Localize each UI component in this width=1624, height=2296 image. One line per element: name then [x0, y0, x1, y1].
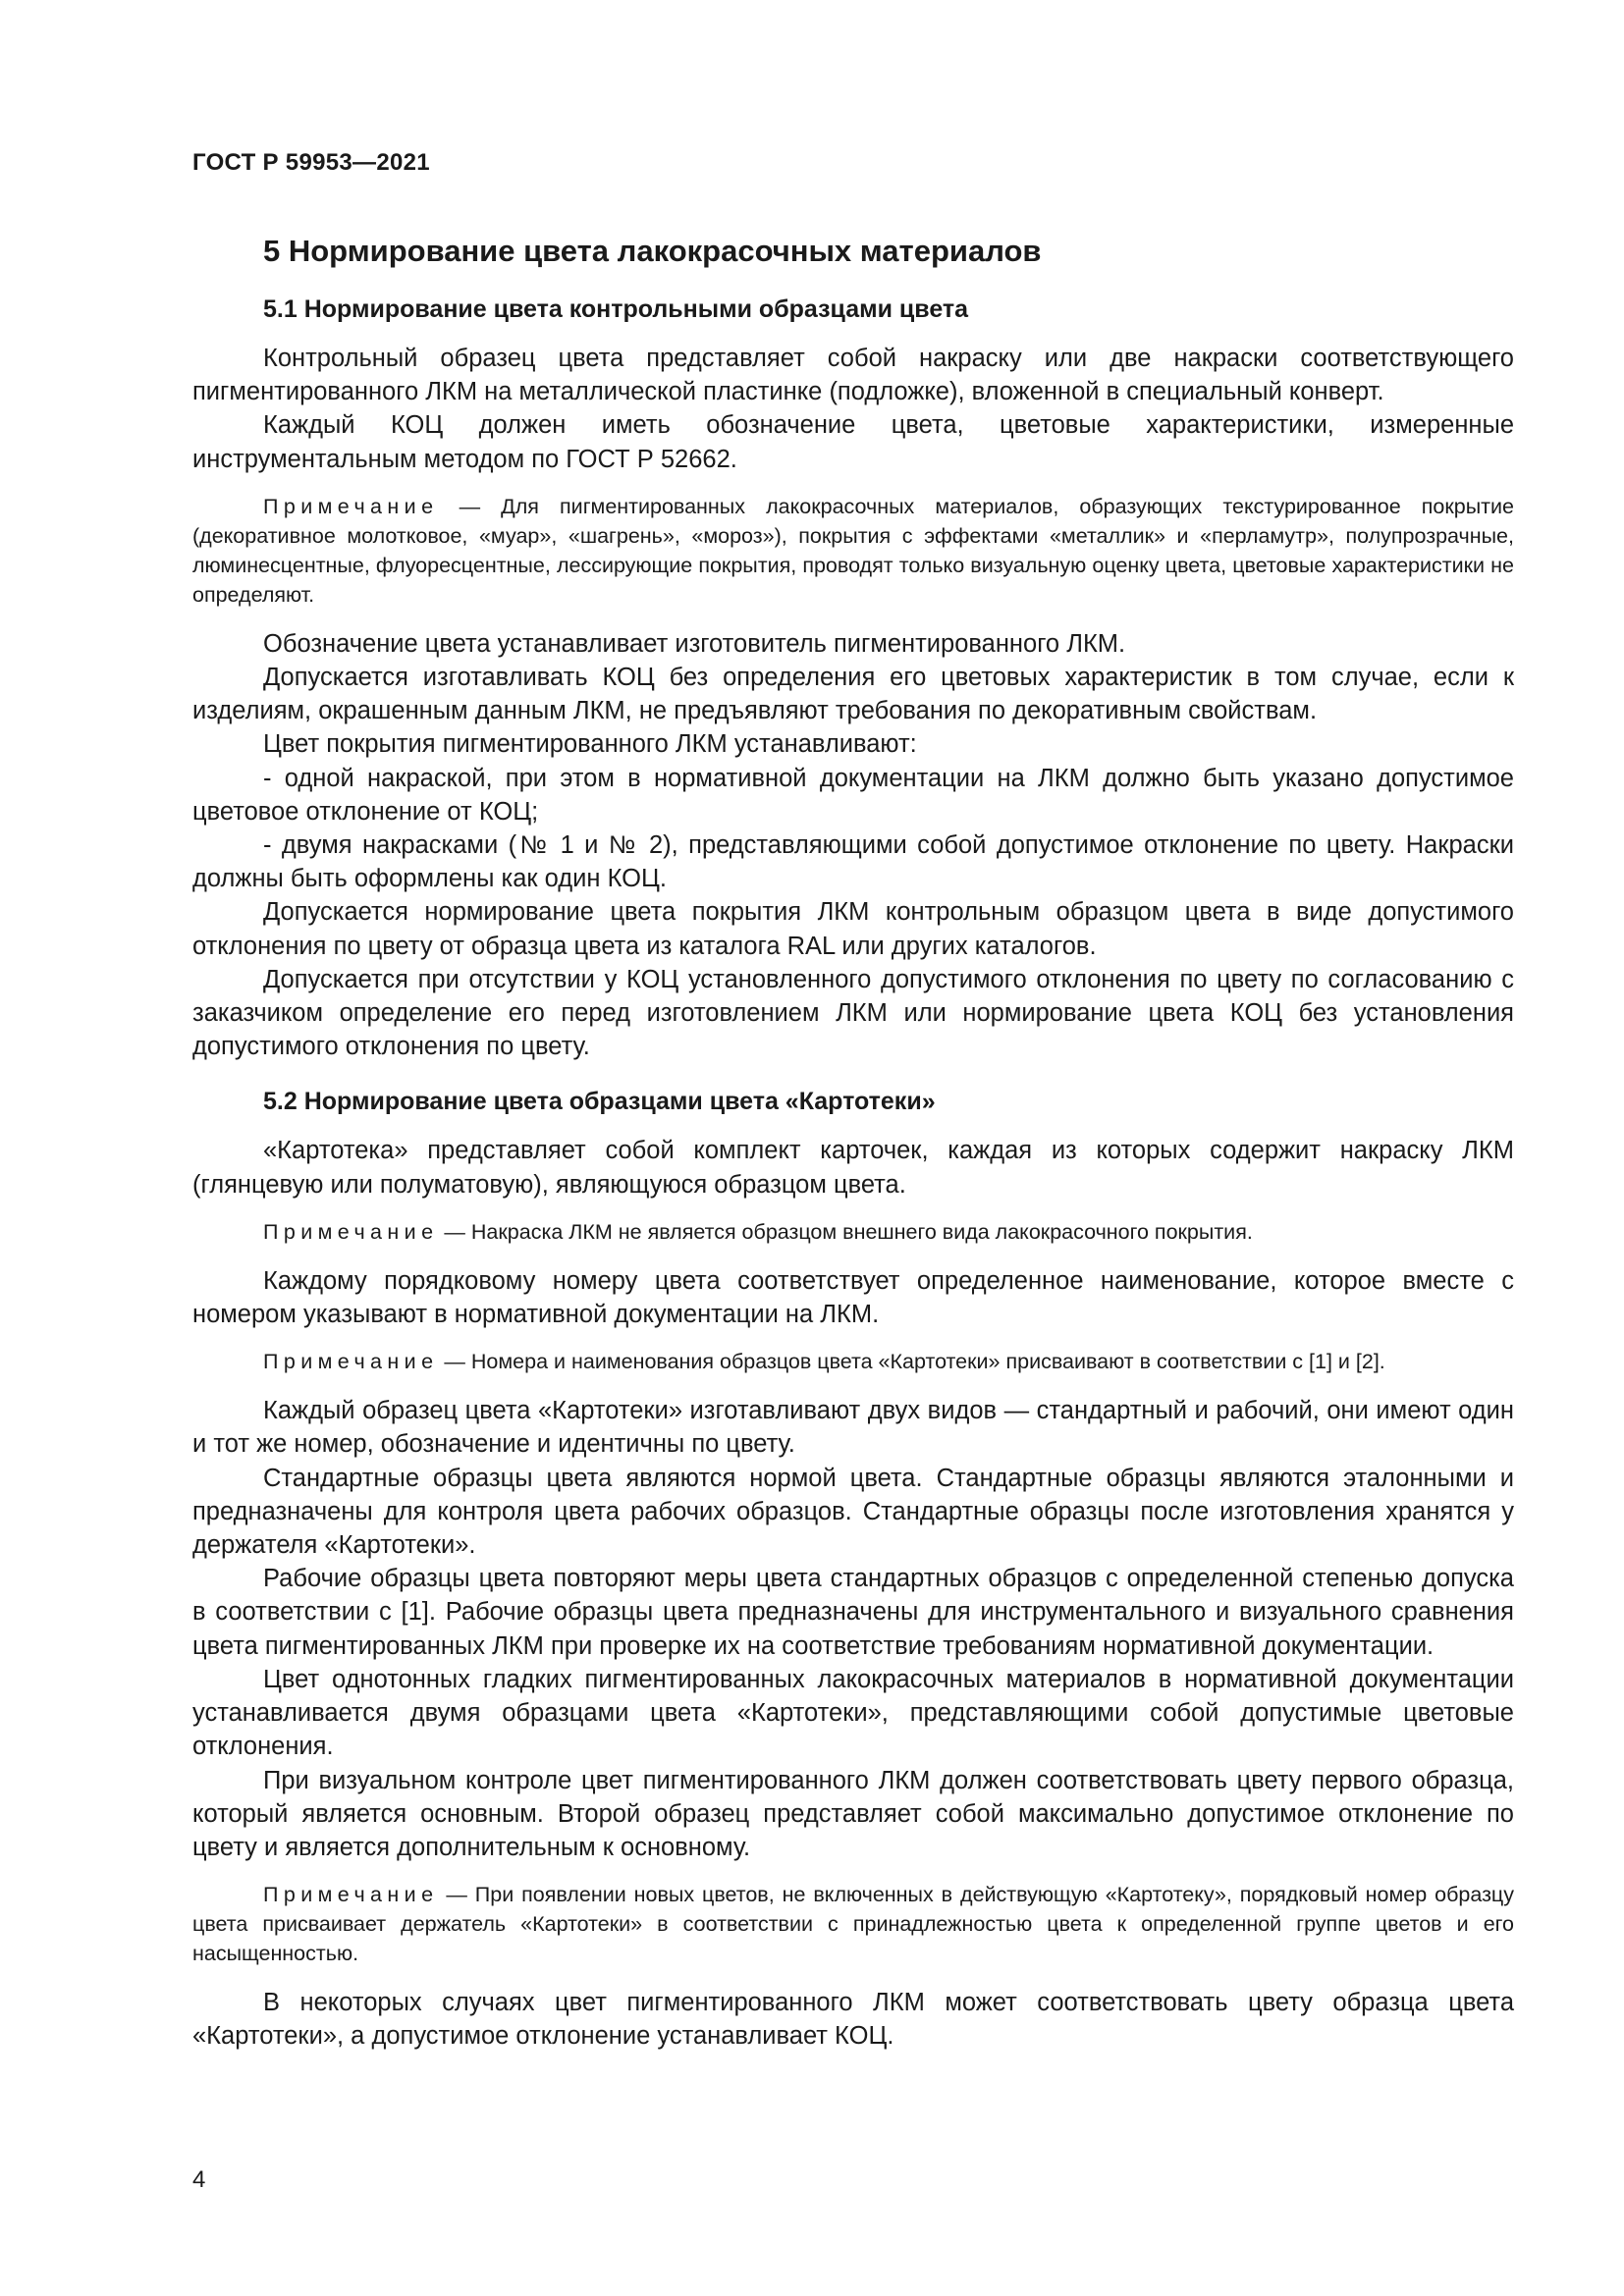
page-content: [192, 214, 1514, 2054]
paragraph: В некоторых случаях цвет пигментированного ЛКМ может соответствовать цвету образца цвета «Картотеки», а допустимое отклонение устанавливает КОЦ.: [192, 1989, 1514, 2051]
list-item: - двумя накрасками (№ 1 и № 2), представляющими собой допустимое отклонение по цвету. Накраски должны быть оформлены как один КОЦ.: [192, 831, 1514, 893]
note-text: — Номера и наименования образцов цвета «Картотеки» присваивают в соответствии с [1] и [2].: [438, 1350, 1385, 1374]
note-label: Примечание: [263, 1350, 439, 1374]
paragraph: Допускается изготавливать КОЦ без определения его цветовых характеристик в том случае, если к изделиям, окрашенным данным ЛКМ, не предъявляют требования по декоративным свойствам.: [192, 664, 1514, 725]
document-code: ГОСТ Р 59953—2021: [192, 149, 430, 176]
list-item: - одной накраской, при этом в нормативной документации на ЛКМ должно быть указано допустимое цветовое отклонение от КОЦ;: [192, 764, 1514, 826]
subsection-title-5-2: 5.2 Нормирование цвета образцами цвета «Картотеки»: [263, 1088, 936, 1116]
paragraph: Допускается нормирование цвета покрытия ЛКМ контрольным образцом цвета в виде допустимого отклонения по цвету от образца цвета из каталога RAL или других каталогов.: [192, 898, 1514, 960]
note-label: Примечание: [263, 1883, 439, 1907]
note: [192, 1880, 1514, 1968]
paragraph: Цвет покрытия пигментированного ЛКМ устанавливают:: [263, 730, 917, 759]
note: [192, 492, 1514, 610]
paragraph: Обозначение цвета устанавливает изготовитель пигментированного ЛКМ.: [263, 629, 1126, 658]
subsection-title-5-1: 5.1 Нормирование цвета контрольными образцами цвета: [263, 295, 969, 323]
section-title: 5 Нормирование цвета лакокрасочных материалов: [263, 234, 1042, 268]
paragraph: Каждому порядковому номеру цвета соответствует определенное наименование, которое вместе с номером указывают в нормативной документации на ЛКМ.: [192, 1266, 1514, 1329]
note-label: Примечание: [263, 494, 439, 518]
paragraph: При визуальном контроле цвет пигментированного ЛКМ должен соответствовать цвету первого образца, который является основным. Второй образец представляет собой максимально допустимое отклонение по цвету и является дополнительным к основному.: [192, 1766, 1514, 1861]
note-text: — Для пигментированных лакокрасочных материалов, образующих текстурированное покрытие (декоративное молотковое, «муар», «шагрень», «мороз»), покрытия с эффектами «металлик» и «перламутр», полупрозрачные, люминесцентные, флуоресцентные, лессирующие покрытия, проводят только визуальную оценку цвета, цветовые характеристики не определяют.: [192, 494, 1514, 607]
page-number: 4: [192, 2166, 206, 2193]
paragraph: Цвет однотонных гладких пигментированных лакокрасочных материалов в нормативной документации устанавливается двумя образцами цвета «Картотеки», представляющими собой допустимые цветовые отклонения.: [192, 1665, 1514, 1761]
paragraph: Каждый образец цвета «Картотеки» изготавливают двух видов — стандартный и рабочий, они имеют один и тот же номер, обозначение и идентичны по цвету.: [192, 1397, 1514, 1459]
paragraph: «Картотека» представляет собой комплект карточек, каждая из которых содержит накраску ЛКМ (глянцевую или полуматовую), являющуюся образцом цвета.: [192, 1137, 1514, 1199]
paragraph: Стандартные образцы цвета являются нормой цвета. Стандартные образцы являются эталонными и предназначены для контроля цвета рабочих образцов. Стандартные образцы после изготовления хранятся у держателя «Картотеки».: [192, 1464, 1514, 1560]
paragraph: Допускается при отсутствии у КОЦ установленного допустимого отклонения по цвету по согласованию с заказчиком определение его перед изготовлением ЛКМ или нормирование цвета КОЦ без установления допустимого отклонения по цвету.: [192, 965, 1514, 1061]
paragraph: Каждый КОЦ должен иметь обозначение цвета, цветовые характеристики, измеренные инструментальным методом по ГОСТ Р 52662.: [192, 411, 1514, 473]
paragraph: Рабочие образцы цвета повторяют меры цвета стандартных образцов с определенной степенью допуска в соответствии с [1]. Рабочие образцы цвета предназначены для инструментального и визуального сравнения цвета пигментированных ЛКМ при проверке их на соответствие требованиям нормативной документации.: [192, 1565, 1514, 1660]
note: [192, 1347, 1514, 1376]
note-text: — Накраска ЛКМ не является образцом внешнего вида лакокрасочного покрытия.: [438, 1219, 1253, 1244]
note-text: — При появлении новых цветов, не включенных в действующую «Картотеку», порядковый номер образцу цвета присваивает держатель «Картотеки» в соответствии с принадлежностью цвета к определенной группе цветов и его насыщенностью.: [192, 1883, 1514, 1966]
paragraph: Контрольный образец цвета представляет собой накраску или две накраски соответствующего пигментированного ЛКМ на металлической пластинке (подложке), вложенной в специальный конверт.: [192, 345, 1514, 406]
note-label: Примечание: [263, 1219, 439, 1244]
note: [192, 1217, 1514, 1247]
